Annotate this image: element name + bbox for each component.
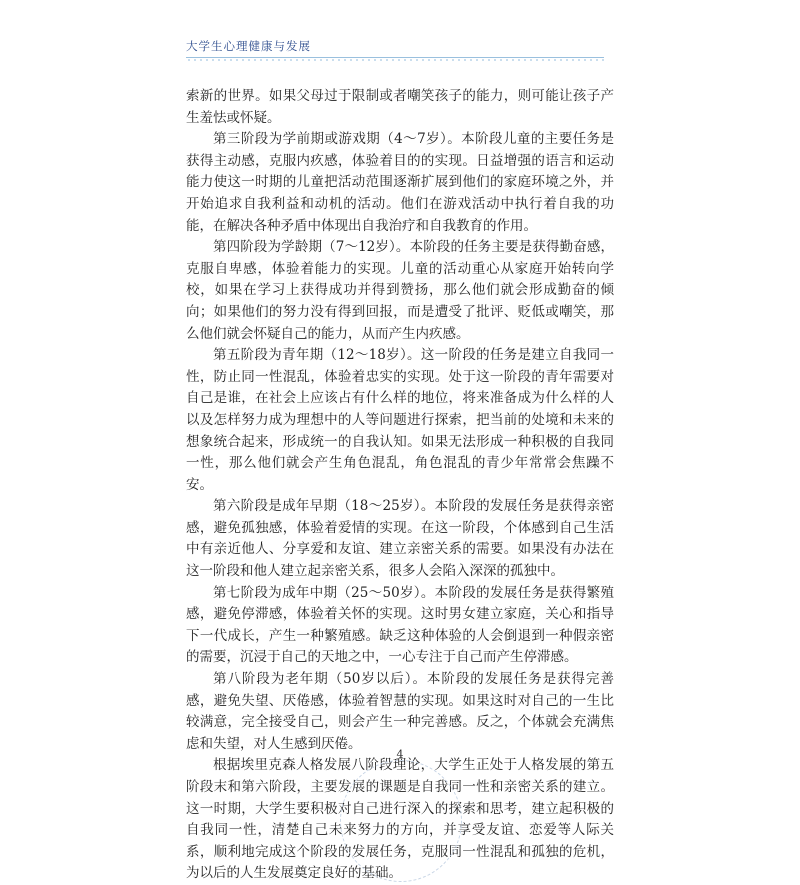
header-rule (186, 57, 604, 58)
paragraph: 索新的世界。如果父母过于限制或者嘲笑孩子的能力，则可能让孩子产生羞怯或怀疑。 (186, 88, 614, 126)
running-header (186, 38, 604, 62)
running-header-title: 大学生心理健康与发展 (186, 39, 311, 53)
header-dotted-rule (186, 59, 604, 61)
footer-decoration (340, 760, 462, 882)
paragraph: 第五阶段为青年期（12～18岁）。这一阶段的任务是建立自我同一性，防止同一性混乱，体验着忠实的实现。处于这一阶段的青年需要对自己是谁，在社会上应该占有什么样的地位，将来准备成为什么样的人以及怎样努力成为理想中的人等问题进行探索，把当前的处境和未来的想象统合起来，形成统一的自我认知。如果无法形成一种积极的自我同一性，那么他们就会产生角色混乱，角色混乱的青少年常常会焦躁不安。 (186, 347, 614, 493)
paragraph: 根据埃里克森人格发展八阶段理论，大学生正处于人格发展的第五阶段末和第六阶段，主要发展的课题是自我同一性和亲密关系的建立。这一时期，大学生要积极对自己进行深入的探索和思考，建立起积极的自我同一性，清楚自己未来努力的方向，并享受友谊、恋爱等人际关系，顺利地完成这个阶段的发展任务，克服同一性混乱和孤独的危机，为以后的人生发展奠定良好的基础。 (186, 757, 614, 882)
paragraph: 第八阶段为老年期（50岁以后）。本阶段的发展任务是获得完善感，避免失望、厌倦感，体验着智慧的实现。如果这时对自己的一生比较满意，完全接受自己，则会产生一种完善感。反之，个体就会充满焦虑和失望，对人生感到厌倦。 (186, 671, 614, 752)
paragraph: 第六阶段是成年早期（18～25岁）。本阶段的发展任务是获得亲密感，避免孤独感，体验着爱情的实现。在这一阶段，个体感到自己生活中有亲近他人、分享爱和友谊、建立亲密关系的需要。如果没有办法在这一阶段和他人建立起亲密关系，很多人会陷入深深的孤独中。 (186, 498, 614, 580)
page-number: 4 (396, 748, 404, 761)
paragraph: 第四阶段为学龄期（7～12岁）。本阶段的任务主要是获得勤奋感，克服自卑感，体验着能力的实现。儿童的活动重心从家庭开始转向学校，如果在学习上获得成功并得到赞扬，那么他们就会形成勤奋的倾向；如果他们的努力没有得到回报，而是遭受了批评、贬低或嘲笑，那么他们就会怀疑自己的能力，从而产生内疚感。 (186, 239, 614, 342)
paragraph: 第七阶段为成年中期（25～50岁）。本阶段的发展任务是获得繁殖感，避免停滞感，体验着关怀的实现。这时男女建立家庭，关心和指导下一代成长，产生一种繁殖感。缺乏这种体验的人会倒退到一种假亲密的需要，沉浸于自己的天地之中，一心专注于自己而产生停滞感。 (186, 584, 614, 666)
paragraph: 第三阶段为学前期或游戏期（4～7岁）。本阶段儿童的主要任务是获得主动感，克服内疚感，体验着目的的实现。日益增强的语言和运动能力使这一时期的儿童把活动范围逐渐扩展到他们的家庭环境之外，并开始追求自我利益和动机的活动。他们在游戏活动中执行着自我的功能，在解决各种矛盾中体现出自我治疗和自我教育的作用。 (186, 131, 614, 234)
